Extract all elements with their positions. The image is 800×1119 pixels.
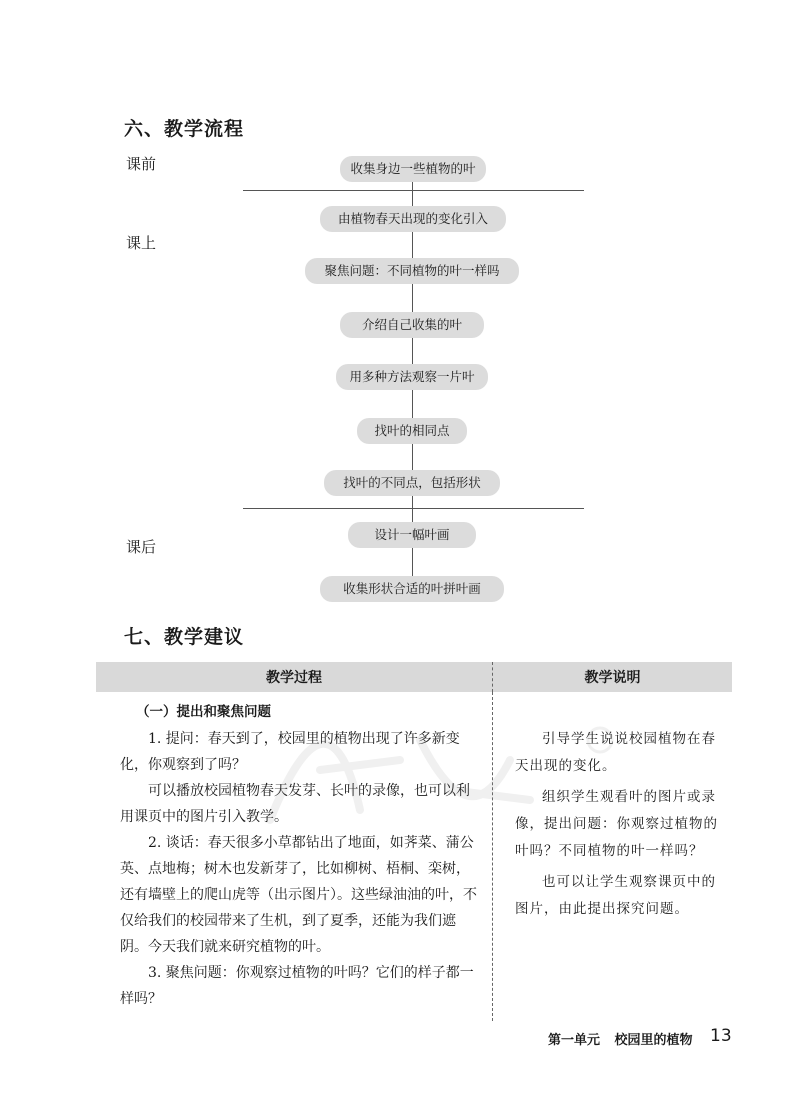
process-paragraph: 3. 聚焦问题：你观察过植物的叶吗？它们的样子都一样吗？ (120, 965, 474, 1007)
process-paragraph: 可以播放校园植物春天发芽、长叶的录像，也可以利用课页中的图片引入教学。 (120, 783, 470, 825)
table-header-process: 教学过程 (96, 662, 493, 692)
flow-connector (412, 338, 413, 364)
teaching-plan-table (96, 662, 732, 1021)
page-footer (548, 1029, 693, 1048)
phase-divider-line (243, 508, 584, 509)
phase-label-after-class: 课后 (126, 538, 157, 556)
flow-step: 聚焦问题：不同植物的叶一样吗 (305, 258, 519, 284)
flow-connector (412, 284, 413, 312)
flow-step: 找叶的不同点，包括形状 (324, 470, 500, 496)
flow-step: 收集形状合适的叶拼叶画 (320, 576, 504, 602)
phase-label-before-class: 课前 (126, 155, 157, 173)
process-paragraph: 2. 谈话：春天很多小草都钻出了地面，如荠菜、蒲公英、点地梅；树木也发新芽了，比如柳树、梧桐、栾树，还有墙壁上的爬山虎等（出示图片）。这些绿油油的叶，不仅给我们的校园带来了生机，到了夏季，还能为我们遮阴。今天我们就来研究植物的叶。 (120, 835, 477, 955)
notes-paragraph: 组织学生观看叶的图片或录像，提出问题：你观察过植物的叶吗？不同植物的叶一样吗？ (515, 789, 718, 859)
footer-unit: 第一单元 (548, 1033, 601, 1048)
footer-chapter-title: 校园里的植物 (614, 1033, 693, 1048)
phase-label-in-class: 课上 (126, 234, 157, 252)
page-number: 13 (710, 1026, 732, 1046)
flow-step: 设计一幅叶画 (348, 522, 476, 548)
flow-step: 找叶的相同点 (357, 418, 467, 444)
flow-connector (412, 444, 413, 470)
phase-divider-line (243, 190, 584, 191)
flow-connector (412, 548, 413, 576)
subsection-heading: （一）提出和聚焦问题 (136, 704, 271, 720)
process-cell (96, 692, 493, 1021)
flow-step: 用多种方法观察一片叶 (336, 364, 488, 390)
flow-connector (412, 232, 413, 258)
notes-paragraph: 引导学生说说校园植物在春天出现的变化。 (515, 731, 716, 774)
flow-step: 介绍自己收集的叶 (340, 312, 484, 338)
section-title-teaching-suggestions: 七、教学建议 (124, 626, 245, 648)
flow-step: 收集身边一些植物的叶 (340, 156, 486, 182)
process-paragraph: 1. 提问：春天到了，校园里的植物出现了许多新变化，你观察到了吗？ (120, 731, 460, 773)
flow-step: 由植物春天出现的变化引入 (320, 206, 506, 232)
table-header-notes: 教学说明 (493, 662, 733, 692)
notes-paragraph: 也可以让学生观察课页中的图片，由此提出探究问题。 (515, 874, 716, 917)
flow-connector (412, 390, 413, 418)
section-title-teaching-flow: 六、教学流程 (124, 118, 245, 140)
flow-connector (412, 182, 413, 206)
flow-connector (412, 496, 413, 522)
notes-cell (493, 692, 733, 1021)
